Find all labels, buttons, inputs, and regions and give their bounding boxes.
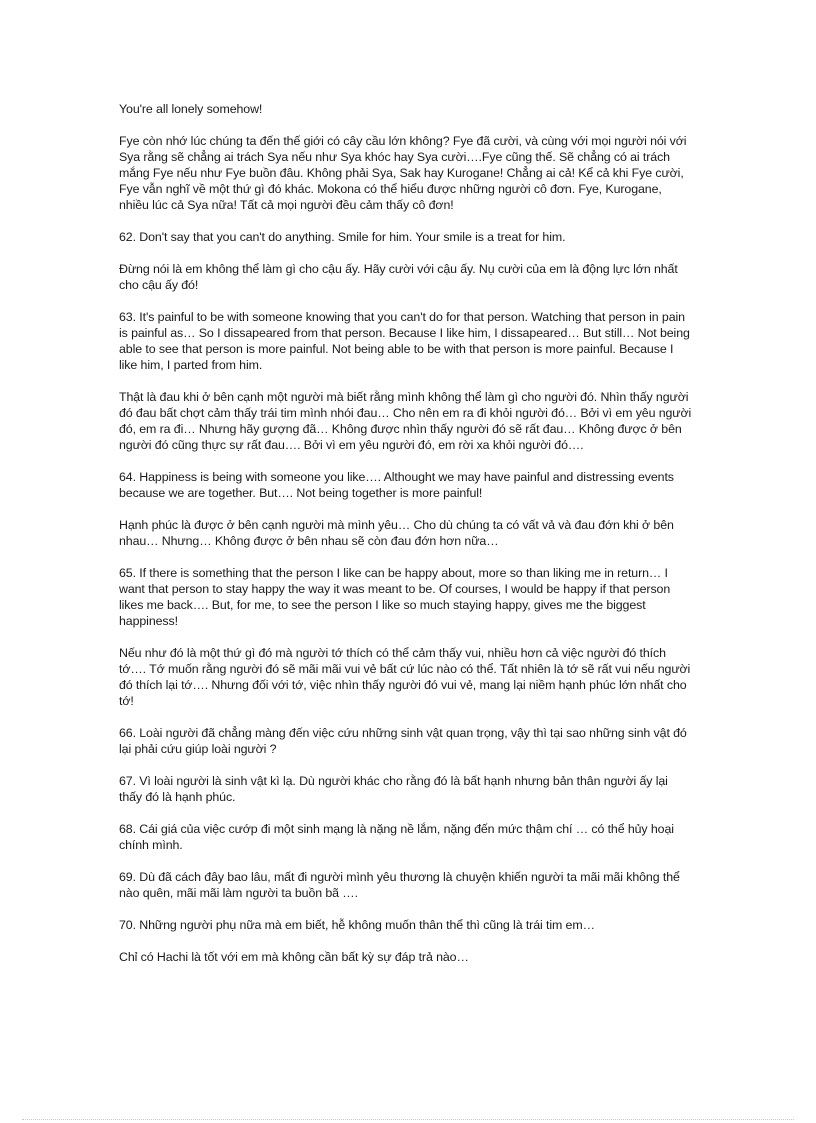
paragraph-67: 67. Vì loài người là sinh vật kì lạ. Dù người khác cho rằng đó là bất hạnh nhưng bản thân người ấy lại thấy đó là hạnh phúc. bbox=[119, 774, 668, 804]
paragraph-64-vietnamese: Hạnh phúc là được ở bên cạnh người mà mình yêu… Cho dù chúng ta có vất vả và đau đớn khi ở bên nhau… Nhưng… Không được ở bên nhau sẽ còn đau đớn hơn nữa… bbox=[119, 518, 674, 548]
paragraph-intro-english: You're all lonely somehow! bbox=[119, 102, 263, 116]
document-body bbox=[119, 101, 694, 981]
paragraph-64-english: 64. Happiness is being with someone you like…. Althought we may have painful and distressing events because we are together. But…. Not being together is more painful! bbox=[119, 470, 674, 500]
paragraph-66: 66. Loài người đã chẳng màng đến việc cứu những sinh vật quan trọng, vậy thì tại sao những sinh vật đó lại phải cứu giúp loài người ? bbox=[119, 726, 687, 756]
paragraph-62-vietnamese: Đừng nói là em không thể làm gì cho cậu ấy. Hãy cười với cậu ấy. Nụ cười của em là động lực lớn nhất cho cậu ấy đó! bbox=[119, 262, 678, 292]
paragraph-intro-vietnamese: Fye còn nhớ lúc chúng ta đến thế giới có cây cầu lớn không? Fye đã cười, và cùng với mọi người nói với Sya rằng sẽ chẳng ai trách Sya nếu như Sya khóc hay Sya cười….Fye cũng thế. Sẽ chẳng có ai trách mắng Fye nếu như Fye buồn đâu. Không phải Sya, Sak hay Kurogane! Chẳng ai cả! Kể cả khi Fye cười, Fye vẫn nghĩ về một thứ gì đó khác. Mokona có thể hiểu được những người cô đơn. Fye, Kurogane, nhiều lúc cả Sya nữa! Tất cả mọi người đều cảm thấy cô đơn! bbox=[119, 134, 687, 212]
page-break-divider bbox=[22, 1119, 794, 1120]
paragraph-65-vietnamese: Nếu như đó là một thứ gì đó mà người tớ thích có thể cảm thấy vui, nhiều hơn cả việc người đó thích tớ…. Tớ muốn rằng người đó sẽ mãi mãi vui vẻ bất cứ lúc nào có thể. Tất nhiên là tớ sẽ rất vui nếu người đó thích lại tớ…. Nhưng đối với tớ, việc nhìn thấy người đó vui vẻ, mang lại niềm hạnh phúc lớn nhất cho tớ! bbox=[119, 646, 691, 708]
paragraph-63-vietnamese: Thật là đau khi ở bên cạnh một người mà biết rằng mình không thể làm gì cho người đó. Nhìn thấy người đó đau bất chợt cảm thấy trái tim mình nhói đau… Cho nên em ra đi khỏi người đó… Bởi vì em yêu người đó, em ra đi… Nhưng hãy gượng đã… Không được nhìn thấy người đó sẽ rất đau… Không được ở bên người đó cũng thực sự rất đau…. Bởi vì em yêu người đó, em rời xa khỏi người đó…. bbox=[119, 390, 692, 452]
paragraph-63-english: 63. It's painful to be with someone knowing that you can't do for that person. Watching that person in pain is painful as… So I dissapeared from that person. Because I like him, I dissapeared… But still… Not being able to see that person is more painful. Not being able to be with that person is more painful. Because I like him, I parted from him. bbox=[119, 310, 690, 372]
paragraph-68: 68. Cái giá của việc cướp đi một sinh mạng là nặng nề lắm, nặng đến mức thậm chí … có thể hủy hoại chính mình. bbox=[119, 822, 674, 852]
paragraph-closing: Chỉ có Hachi là tốt với em mà không cần bất kỳ sự đáp trả nào… bbox=[119, 950, 469, 964]
paragraph-62-english: 62. Don't say that you can't do anything. Smile for him. Your smile is a treat for him. bbox=[119, 230, 566, 244]
paragraph-70: 70. Những người phụ nữa mà em biết, hễ không muốn thân thể thì cũng là trái tim em… bbox=[119, 918, 595, 932]
paragraph-69: 69. Dù đã cách đây bao lâu, mất đi người mình yêu thương là chuyện khiến người ta mãi mãi không thể nào quên, mãi mãi làm người ta buồn bã …. bbox=[119, 870, 680, 900]
paragraph-65-english: 65. If there is something that the person I like can be happy about, more so than liking me in return… I want that person to stay happy the way it was meant to be. Of courses, I would be happy if that person likes me back…. But, for me, to see the person I like so much staying happy, gives me the biggest happiness! bbox=[119, 566, 671, 628]
